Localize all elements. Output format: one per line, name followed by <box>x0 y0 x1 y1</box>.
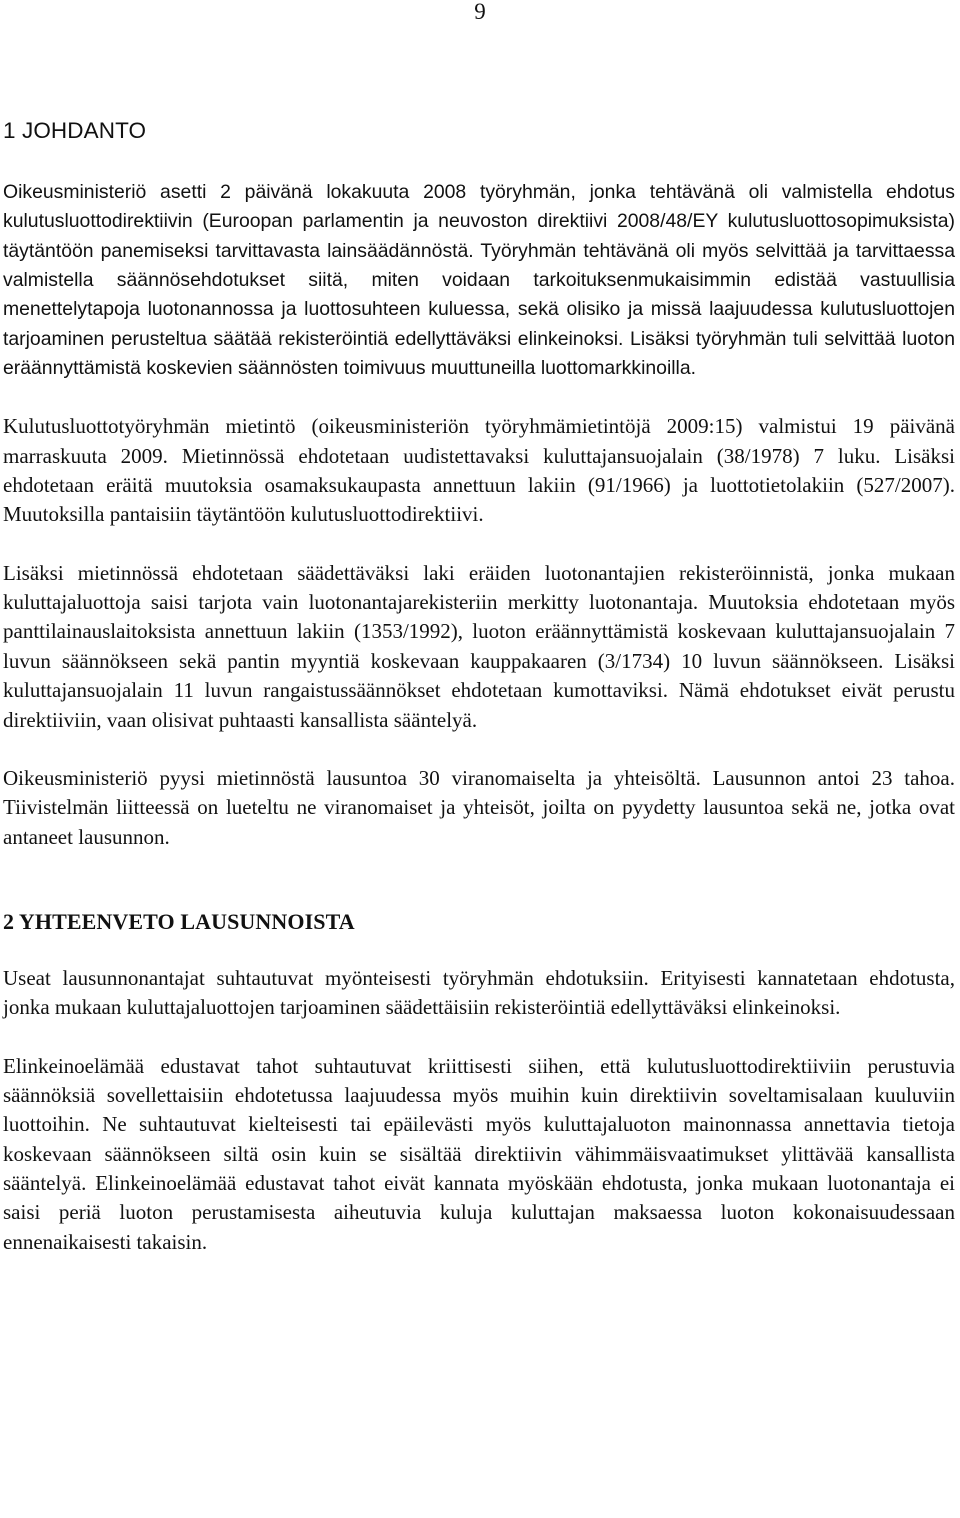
paragraph-elinkeinoelama: Elinkeinoelämää edustavat tahot suhtautuvat kriittisesti siihen, että kulutusluottodirektiiviin perustuvia säännöksiä sovellettaisiin ehdotetussa laajuudessa myös muihin kuin direktiivin soveltamisalaan kuuluviin luottoihin. Ne suhtautuvat kielteisesti tai epäilevästi myös kuluttajaluoton mainonnassa annettavia tietoja koskevaan säännökseen siltä osin kuin se sisältää direktiivin vähimmäisvaatimukset ylittävää kansallista sääntelyä. Elinkeinoelämää edustavat tahot eivät kannata myöskään ehdotusta, jonka mukaan luotonantaja ei saisi periä luoton perustamisesta aiheutuvia kuluja kuluttajan maksaessa luoton kokonaisuudessaan ennenaikaisesti takaisin. <box>3 1053 955 1254</box>
paragraph-mietinto: Kulutusluottotyöryhmän mietintö (oikeusministeriön työryhmämietintöjä 2009:15) valmistui 19 päivänä marraskuuta 2009. Mietinnössä ehdotetaan uudistettavaksi kuluttajansuojalain (38/1978) 7 luku. Lisäksi ehdotetaan eräitä muutoksia osamaksukaupasta annettuun lakiin (91/1966) ja luottotietolakiin (527/2007). Muutoksilla pantaisiin täytäntöön kulutusluottodirektiivi. <box>3 414 955 527</box>
section-heading-johdanto: 1 JOHDANTO <box>3 118 147 143</box>
section-heading-yhteenveto: 2 YHTEENVETO LAUSUNNOISTA <box>3 908 355 934</box>
paragraph-rekisterointi: Lisäksi mietinnössä ehdotetaan säädettäväksi laki eräiden luotonantajien rekisteröinnistä, jonka mukaan kuluttajaluottoja saisi tarjota vain luotonantajarekisteriin merkitty luotonantaja. Muutoksia ehdotetaan myös panttilainauslaitoksista annettuun lakiin (1353/1992), luoton eräännyttämistä koskevaan kuluttajansuojalain 7 luvun säännökseen sekä pantin myyntiä koskevaan kauppakaaren (3/1734) 10 luvun säännökseen. Lisäksi kuluttajansuojalain 11 luvun rangaistussäännökset ehdotetaan kumottaviksi. Nämä ehdotukset eivät perustu direktiiviin, vaan olisivat puhtaasti kansallista sääntelyä. <box>3 560 955 732</box>
paragraph-intro: Oikeusministeriö asetti 2 päivänä lokakuuta 2008 työryhmän, jonka tehtävänä oli valmistella ehdotus kulutusluottodirektiivin (Euroopan parlamentin ja neuvoston direktiivi 2008/48/EY kulutusluottosopimuksista) täytäntöön panemiseksi tarvittavasta lainsäädännöstä. Työryhmän tehtävänä oli myös selvittää ja tarvittaessa valmistella säännösehdotukset siitä, miten voidaan tarkoituksenmukaisimmin edistää vastuullisia menettelytapoja luotonannossa ja luottosuhteen kuluessa, sekä olisiko ja missä laajuudessa kulutusluottojen tarjoaminen perusteltua säätää rekisteröintiä edellyttäväksi elinkeinoksi. Lisäksi työryhmän tuli selvittää luoton eräännyttämistä koskevien säännösten toimivuus muuttuneilla luottomarkkinoilla. <box>3 181 955 380</box>
document-body <box>3 112 955 1257</box>
paragraph-lausunnot: Oikeusministeriö pyysi mietinnöstä lausuntoa 30 viranomaiselta ja yhteisöltä. Lausunnon antoi 23 tahoa. Tiivistelmän liitteessä on lueteltu ne viranomaiset ja yhteisöt, joilta on pyydetty lausuntoa sekä ne, jotka ovat antaneet lausunnon. <box>3 765 955 849</box>
page-number: 9 <box>474 0 486 24</box>
paragraph-myonteiset: Useat lausunnonantajat suhtautuvat myönteisesti työryhmän ehdotuksiin. Erityisesti kannatetaan ehdotusta, jonka mukaan kuluttajaluottojen tarjoaminen säädettäisiin rekisteröintiä edellyttäväksi elinkeinoksi. <box>3 965 955 1020</box>
